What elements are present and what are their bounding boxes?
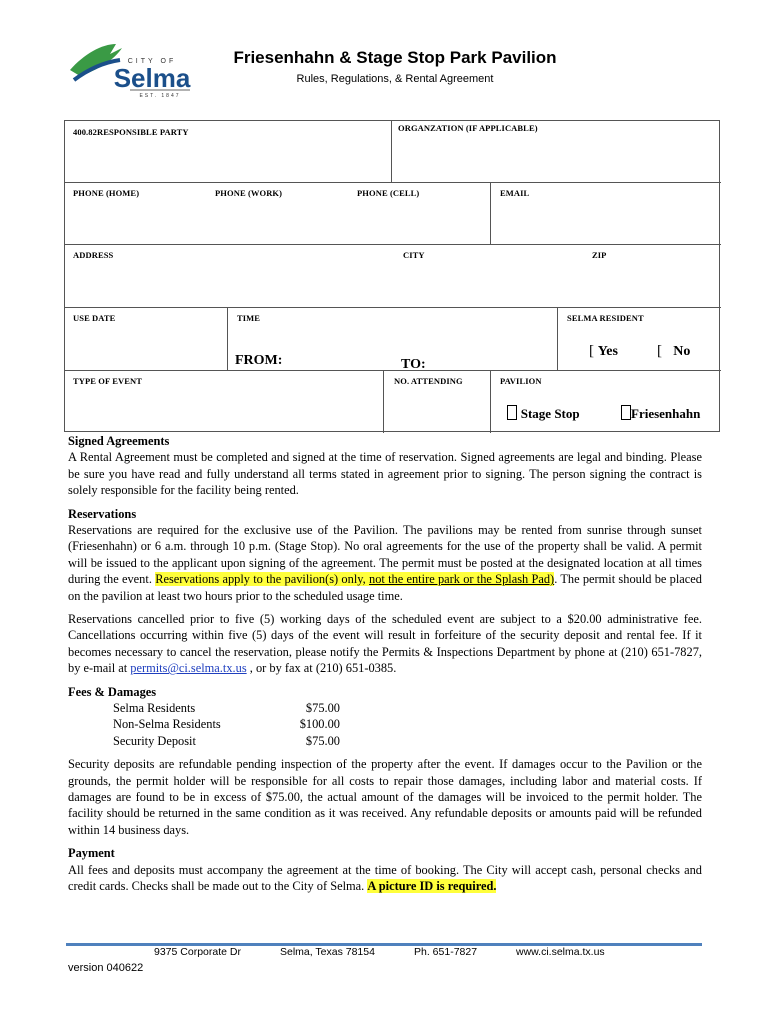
version-label: version 040622 bbox=[68, 962, 144, 974]
checkbox-stage-stop-icon bbox=[507, 405, 517, 420]
stage-stop-label: Stage Stop bbox=[520, 406, 580, 421]
resident-no-checkbox[interactable] bbox=[657, 343, 690, 360]
footer-address: 9375 Corporate Dr bbox=[154, 946, 241, 958]
cancellation-text: Reservations cancelled prior to five (5) working days of the scheduled event are subject to a $20.00 administrative fee. Cancellations occurring within five (5) days of the event will result in forfeiture of the security deposit and rental fee. If it becomes necessary to cancel the reservation, please notify the Permits & Inspections Department by phone at (210) 651-7827, by e-mail at permits@ci.selma.tx.us , or by fax at (210) 651-0385. bbox=[68, 612, 702, 676]
fee-row: Selma Residents $75.00 bbox=[113, 701, 340, 716]
type-of-event-field[interactable]: TYPE OF EVENT bbox=[73, 376, 142, 386]
logo-est-text: EST. 1847 bbox=[139, 93, 181, 98]
time-field[interactable]: TIME bbox=[237, 313, 261, 323]
rental-form-grid bbox=[64, 120, 720, 432]
checkbox-friesenhahn-icon bbox=[621, 405, 631, 420]
payment-heading: Payment bbox=[68, 846, 115, 861]
footer-city: Selma, Texas 78154 bbox=[280, 946, 375, 958]
picture-id-highlight: A picture ID is required. bbox=[367, 879, 497, 894]
resident-no-label: No bbox=[673, 344, 691, 359]
time-to-label: TO: bbox=[401, 357, 426, 372]
resident-yes-label: Yes bbox=[597, 344, 618, 359]
payment-text: All fees and deposits must accompany the agreement at the time of booking. The City will accept cash, personal checks and credit cards. Checks shall be made out to the City of Selma. A picture ID is required. bbox=[68, 862, 702, 894]
organization-field[interactable]: ORGANZATION (IF APPLICABLE) bbox=[398, 123, 538, 133]
reservations-text: Reservations are required for the exclusive use of the Pavilion. The pavilions may be rented from sunrise through sunset (Friesenhahn) or 6 a.m. through 10 p.m. (Stage Stop). No oral agreements for the use of the property shall be valid. A permit will be issued to the applicant upon signing of the agreement. The permit must be posted at the designated location at all times during the event. Reservations apply to the pavilion(s) only, not the entire park or the Splash Pad). The permit should be placed on the pavilion at least two hours prior to the scheduled usage time. bbox=[68, 523, 702, 603]
address-field[interactable]: ADDRESS bbox=[73, 250, 114, 260]
signed-agreements-heading: Signed Agreements bbox=[68, 434, 170, 448]
pavilion-stage-stop-checkbox[interactable] bbox=[507, 405, 580, 423]
fee-row: Security Deposit $75.00 bbox=[113, 733, 340, 748]
checkbox-no-icon: [ bbox=[657, 343, 662, 359]
city-field[interactable]: CITY bbox=[403, 250, 425, 260]
time-from-label: FROM: bbox=[235, 353, 283, 368]
security-deposit-text: Security deposits are refundable pending inspection of the property after the event. If damages occur to the Pavilion or the grounds, the permit holder will be responsible for all costs to repair those damages, including labor and material costs. If damages are found to be in excess of $75.00, the actual amount of the damages will be invoiced to the permit holder. The facility should be returned in the same condition as it was received. Any refundable deposits or amounts paid will be refunded within 14 business days. bbox=[68, 757, 702, 837]
phone-work-field[interactable]: PHONE (WORK) bbox=[215, 188, 283, 198]
fee-row: Non-Selma Residents $100.00 bbox=[113, 717, 340, 732]
selma-resident-label: SELMA RESIDENT bbox=[567, 313, 644, 323]
logo-city-text: CITY OF bbox=[127, 58, 177, 65]
reservations-highlight-underlined: not the entire park or the Splash Pad) bbox=[369, 572, 555, 587]
page-title: Friesenhahn & Stage Stop Park Pavilion bbox=[233, 48, 557, 67]
email-field[interactable]: EMAIL bbox=[500, 188, 530, 198]
friesenhahn-label: Friesenhahn bbox=[631, 406, 701, 421]
pavilion-label: PAVILION bbox=[500, 376, 542, 386]
footer-phone: Ph. 651-7827 bbox=[414, 946, 478, 958]
use-date-field[interactable]: USE DATE bbox=[73, 313, 116, 323]
logo-name-text: Selma bbox=[113, 63, 191, 93]
signed-agreements-text: A Rental Agreement must be completed and signed at the time of reservation. Signed agreements are legal and binding. Please be sure you have read and fully understand all terms stated in agreement prior to signing. The person signing the contract is solely responsible for the facility being rented. bbox=[68, 450, 702, 498]
pavilion-friesenhahn-checkbox[interactable] bbox=[621, 405, 700, 423]
footer-website[interactable]: www.ci.selma.tx.us bbox=[516, 946, 605, 958]
fees-heading: Fees & Damages bbox=[68, 684, 157, 699]
no-attending-field[interactable]: NO. ATTENDING bbox=[394, 376, 463, 386]
reservations-heading: Reservations bbox=[68, 506, 137, 521]
phone-home-field[interactable]: PHONE (HOME) bbox=[73, 188, 140, 198]
agreement-body bbox=[68, 433, 702, 902]
zip-field[interactable]: ZIP bbox=[592, 250, 607, 260]
fees-list bbox=[68, 700, 702, 749]
phone-cell-field[interactable]: PHONE (CELL) bbox=[357, 188, 420, 198]
resident-yes-checkbox[interactable] bbox=[589, 343, 618, 360]
page-subtitle: Rules, Regulations, & Rental Agreement bbox=[296, 73, 494, 85]
reservations-highlight: Reservations apply to the pavilion(s) only, bbox=[155, 572, 370, 587]
checkbox-yes-icon: [ bbox=[589, 343, 594, 359]
responsible-party-field[interactable]: 400.82RESPONSIBLE PARTY bbox=[73, 127, 189, 137]
permits-email-link[interactable]: permits@ci.selma.tx.us bbox=[130, 661, 247, 676]
